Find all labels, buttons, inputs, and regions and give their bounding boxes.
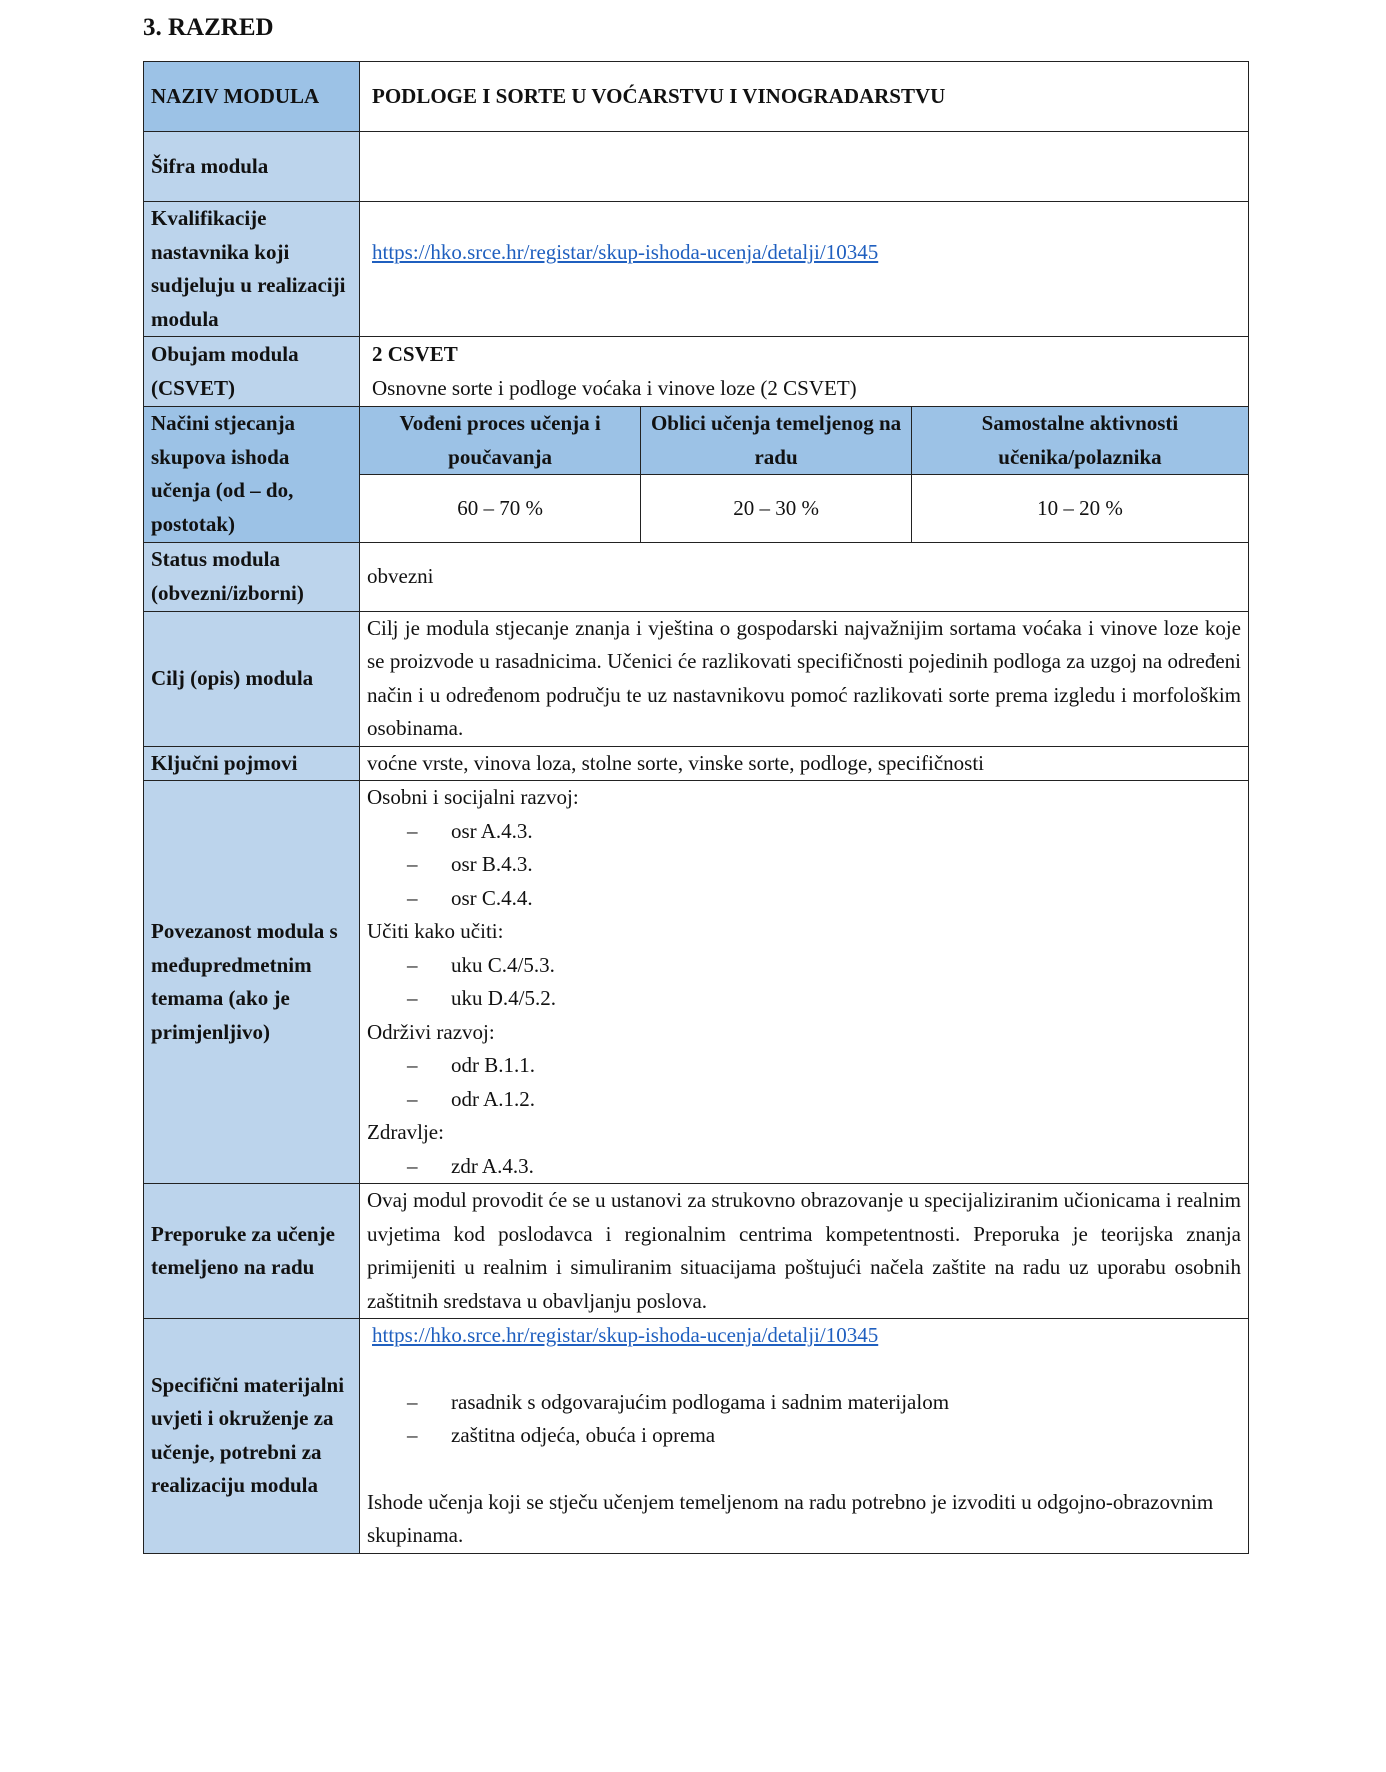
row-kvalifikacije <box>144 202 1249 337</box>
row-cilj <box>144 611 1249 746</box>
value-cilj: Cilj je modula stjecanje znanja i vještina o gospodarski najvažnijim sortama voćaka i vinove loze koje se proizvode u rasadnicima. Učenici će razlikovati specifičnosti pojedinih podloga za uzgoj na određeni način i u određenom području te uz nastavnikovu pomoć razlikovati sorte prema izgledu i morfološkim osobinama. <box>360 611 1249 746</box>
nacini-table <box>360 407 1248 542</box>
value-status: obvezni <box>360 542 1249 611</box>
label-cilj: Cilj (opis) modula <box>144 611 360 746</box>
link-kvalifikacije[interactable]: https://hko.srce.hr/registar/skup-ishoda-ucenja/detalji/10345 <box>372 240 879 264</box>
nacini-header-2: Oblici učenja temeljenog na radu <box>641 407 912 475</box>
label-preporuke: Preporuke za učenje temeljeno na radu <box>144 1184 360 1319</box>
row-preporuke <box>144 1184 1249 1319</box>
nacini-value-3: 10 – 20 % <box>911 475 1248 542</box>
row-nacini <box>144 407 1249 543</box>
nacini-header-3: Samostalne aktivnosti učenika/polaznika <box>911 407 1248 475</box>
value-pojmovi: voćne vrste, vinova loza, stolne sorte, vinske sorte, podloge, specifičnosti <box>360 746 1249 781</box>
list-item: – uku D.4/5.2. <box>367 982 1241 1016</box>
list-item: – osr A.4.3. <box>367 815 1241 849</box>
label-pojmovi: Ključni pojmovi <box>144 746 360 781</box>
list-item: – zdr A.4.3. <box>367 1150 1241 1184</box>
label-sifra: Šifra modula <box>144 132 360 202</box>
value-preporuke: Ovaj modul provodit će se u ustanovi za strukovno obrazovanje u specijaliziranim učionicama i realnim uvjetima kod poslodavca i regionalnim centrima kompetentnosti. Preporuka je teorijska znanja primijeniti u realnim i simuliranim situacijama poštujući načela zaštite na radu uz uporabu osobnih zaštitnih sredstava u obavljanju poslova. <box>360 1184 1249 1319</box>
link-uvjeti[interactable]: https://hko.srce.hr/registar/skup-ishoda-ucenja/detalji/10345 <box>372 1323 879 1347</box>
nacini-header-1: Vođeni proces učenja i poučavanja <box>360 407 641 475</box>
label-uvjeti: Specifični materijalni uvjeti i okruženje za učenje, potrebni za realizaciju modula <box>144 1319 360 1554</box>
list-item: – rasadnik s odgovarajućim podlogama i sadnim materijalom <box>367 1386 1241 1420</box>
nacini-value-1: 60 – 70 % <box>360 475 641 542</box>
value-sifra <box>360 132 1249 202</box>
list-item: – zaštitna odjeća, obuća i oprema <box>367 1419 1241 1453</box>
list-item: – odr B.1.1. <box>367 1049 1241 1083</box>
value-obujam: Osnovne sorte i podloge voćaka i vinove loze (2 CSVET) <box>372 375 857 400</box>
group-title: Učiti kako učiti: <box>367 919 504 943</box>
row-obujam <box>144 337 1249 407</box>
group-title: Zdravlje: <box>367 1120 444 1144</box>
row-naziv <box>144 62 1249 132</box>
row-status <box>144 542 1249 611</box>
row-sifra <box>144 132 1249 202</box>
label-obujam: Obujam modula (CSVET) <box>144 337 360 407</box>
group-title: Održivi razvoj: <box>367 1019 495 1044</box>
label-naziv: NAZIV MODULA <box>144 62 360 132</box>
label-povezanost: Povezanost modula s međupredmetnim temama (ako je primjenljivo) <box>144 781 360 1184</box>
row-pojmovi <box>144 746 1249 781</box>
list-item: – osr C.4.4. <box>367 882 1241 916</box>
label-nacini: Načini stjecanja skupova ishoda učenja (od – do, postotak) <box>144 407 360 543</box>
row-uvjeti <box>144 1319 1249 1554</box>
value-naziv: PODLOGE I SORTE U VOĆARSTVU I VINOGRADARSTVU <box>360 62 1249 132</box>
value-uvjeti-note: Ishode učenja koji se stječu učenjem temeljenom na radu potrebno je izvoditi u odgojno-obrazovnim skupinama. <box>367 1489 1214 1547</box>
value-obujam-bold: 2 CSVET <box>372 342 458 366</box>
list-item: – osr B.4.3. <box>367 848 1241 882</box>
label-kvalifikacije: Kvalifikacije nastavnika koji sudjeluju u realizaciji modula <box>144 202 360 337</box>
row-povezanost <box>144 781 1249 1184</box>
group-title: Osobni i socijalni razvoj: <box>367 785 579 809</box>
page-heading: 3. RAZRED <box>143 14 274 41</box>
list-item: – odr A.1.2. <box>367 1083 1241 1117</box>
list-item: – uku C.4/5.3. <box>367 949 1241 983</box>
label-status: Status modula (obvezni/izborni) <box>144 542 360 611</box>
module-table <box>143 61 1249 1554</box>
nacini-value-2: 20 – 30 % <box>641 475 912 542</box>
